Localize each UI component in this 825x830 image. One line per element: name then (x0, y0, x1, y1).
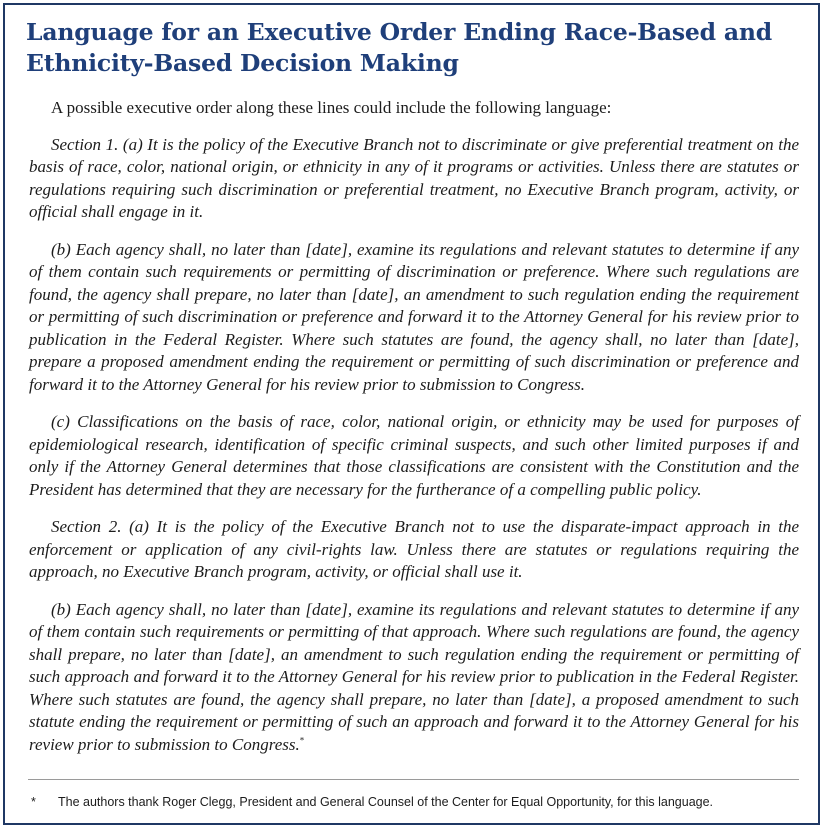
footnote-reference-mark: * (299, 734, 305, 745)
intro-paragraph: A possible executive order along these lines could include the following language: (51, 98, 612, 117)
section-2a-paragraph: Section 2. (a) It is the policy of the Executive Branch not to use the disparate-impact approach in the enforcement or application of any civil-rights law. Unless there are statutes or regulations requiring the approach, no Executive Branch program, activity, or official shall use it. (29, 517, 799, 581)
footnote-marker: * (31, 795, 36, 809)
footnote (31, 794, 801, 810)
section-2b-paragraph (29, 599, 799, 757)
footnote-divider (28, 779, 799, 780)
box-body (29, 97, 799, 771)
section-1b-paragraph: (b) Each agency shall, no later than [date], examine its regulations and relevant statutes to determine if any of them contain such requirements or permitting of discrimination or preference. Where such regulations are found, the agency shall prepare, no later than [date], an amendment to such regulation ending the requirement or permitting of such discrimination or preference and forward it to the Attorney General for his review prior to publication in the Federal Register. Where such statutes are found, the agency shall, no later than [date], prepare a proposed amendment ending the requirement or permitting of such discrimination or preference and forward it to the Attorney General for his review prior to submission to Congress. (29, 239, 799, 394)
footnote-text: The authors thank Roger Clegg, President and General Counsel of the Center for Equal Opportunity, for this language. (58, 795, 714, 809)
box-title: Language for an Executive Order Ending Race-Based and Ethnicity-Based Decision Making (26, 18, 773, 77)
section-1a-paragraph: Section 1. (a) It is the policy of the Executive Branch not to discriminate or give preferential treatment on the basis of race, color, national origin, or ethnicity in any of it programs or activities. Unless there are statutes or regulations requiring such discrimination or preferential treatment, no Executive Branch program, activity, or official shall engage in it. (29, 134, 799, 221)
section-1c-paragraph: (c) Classifications on the basis of race, color, national origin, or ethnicity may be used for purposes of epidemiological research, identification of specific criminal suspects, and such other limited purposes if and only if the Attorney General determines that those classifications are consistent with the Constitution and the President has determined that they are necessary for the furtherance of a compelling public policy. (29, 412, 799, 499)
section-2b-text: (b) Each agency shall, no later than [date], examine its regulations and relevant statutes to determine if any of them contain such requirements or permitting of that approach. Where such regulations are found, the agency shall prepare, no later than [date], an amendment to such regulation ending the requirement or permitting of such approach and forward it to the Attorney General for his review prior to publication in the Federal Register. Where such statutes are found, the agency shall prepare, no later than [date], a proposed amendment to such statute ending the requirement or permitting of such an approach and forward it to the Attorney General for his review prior to submission to Congress. (29, 599, 799, 754)
sidebar-box (3, 3, 820, 825)
